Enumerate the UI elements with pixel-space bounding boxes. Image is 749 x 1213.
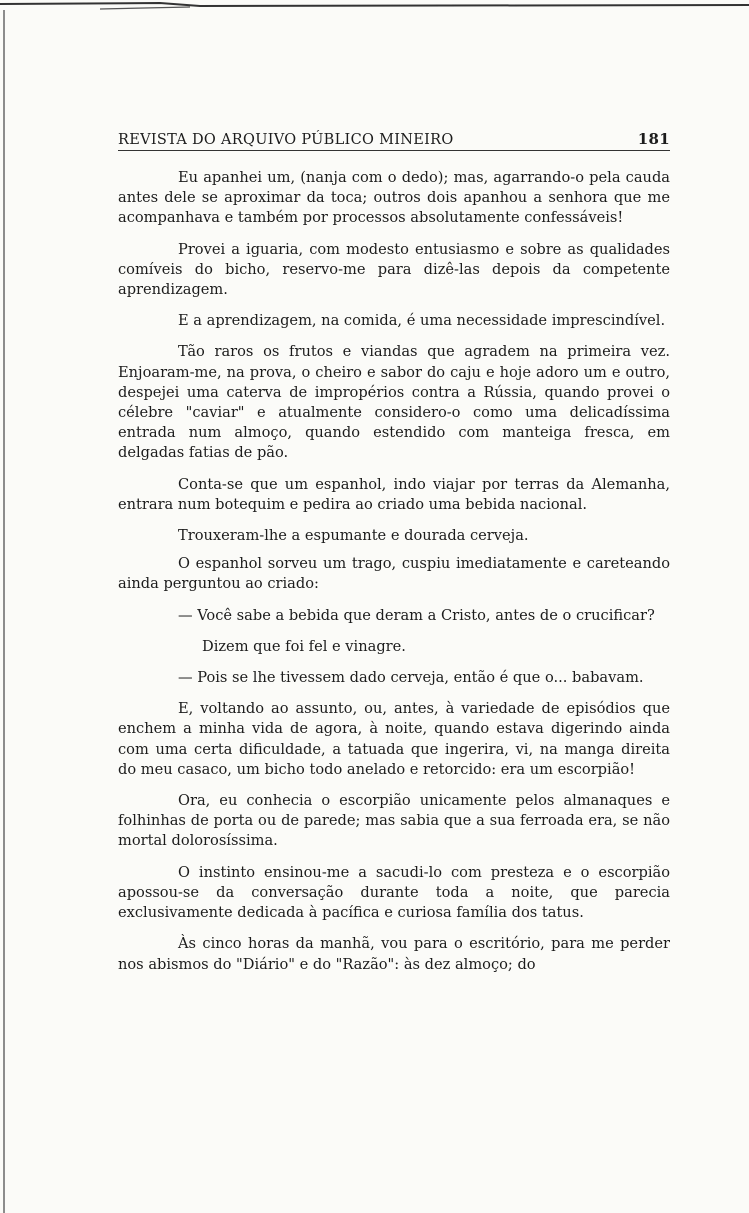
paragraph: — Você sabe a bebida que deram a Cristo, antes de o crucificar?	[178, 606, 655, 624]
scan-edge-artifact	[0, 0, 749, 14]
scan-margin-artifact	[0, 0, 22, 1213]
paragraph: Ora, eu conhecia o escorpião unicamente pelos almanaques e folhinhas de porta ou de parede; mas sabia que a sua ferroada era, se não mortal dolorosíssima.	[118, 792, 670, 850]
paragraph: Tão raros os frutos e viandas que agradem na primeira vez. Enjoaram-me, na prova, o cheiro e sabor do caju e hoje adoro um e outro, despejei uma caterva de impropérios contra a Rússia, quando provei o célebre "caviar" e atualmente considero-o como uma delicadíssima entrada num almoço, quando estendido com manteiga fresca, em delgadas fatias de pão.	[118, 343, 670, 462]
paragraph: Conta-se que um espanhol, indo viajar por terras da Alemanha, entrara num botequim e pedira ao criado uma bebida nacional.	[118, 475, 670, 513]
page-number: 181	[637, 130, 670, 148]
running-header	[118, 130, 670, 151]
paragraph: E, voltando ao assunto, ou, antes, à variedade de episódios que enchem a minha vida de agora, à noite, quando estava digerindo ainda com uma certa dificuldade, a tatuada que ingerira, vi, na manga direita do meu casaco, um bicho todo anelado e retorcido: era um escorpião!	[118, 700, 670, 778]
paragraph: O espanhol sorveu um trago, cuspiu imediatamente e careteando ainda perguntou ao criado:	[118, 555, 670, 593]
paragraph: O instinto ensinou-me a sacudi-lo com presteza e o escorpião apossou-se da conversação durante toda a noite, que parecia exclusivamente dedicada à pacífica e curiosa família dos tatus.	[118, 863, 670, 922]
paragraph: — Pois se lhe tivessem dado cerveja, então é que o... babavam.	[178, 669, 644, 687]
paragraph: E a aprendizagem, na comida, é uma necessidade imprescindível.	[178, 312, 666, 330]
paragraph: Eu apanhei um, (nanja com o dedo); mas, agarrando-o pela cauda antes dele se aproximar da toca; outros dois apanhou a senhora que me acompanhava e também por processos absolutamente confessáveis!	[118, 169, 670, 227]
paragraph: Trouxeram-lhe a espumante e dourada cerveja.	[178, 527, 529, 545]
body-text	[118, 168, 670, 975]
document-page	[118, 130, 670, 986]
paragraph: Dizem que foi fel e vinagre.	[202, 637, 406, 655]
paragraph: Provei a iguaria, com modesto entusiasmo e sobre as qualidades comíveis do bicho, reservo-me para dizê-las depois da competente aprendizagem.	[118, 240, 670, 299]
paragraph: Às cinco horas da manhã, vou para o escritório, para me perder nos abismos do "Diário" e do "Razão": às dez almoço; do	[118, 935, 670, 973]
journal-title: REVISTA DO ARQUIVO PÚBLICO MINEIRO	[118, 132, 454, 148]
